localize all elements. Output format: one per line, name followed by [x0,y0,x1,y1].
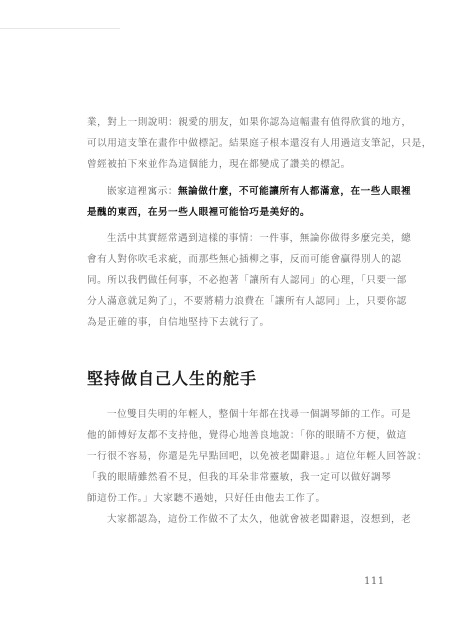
paragraph-5 [87,509,412,530]
text-line: 分人滿意就足夠了」，不要將精力浪費在「讓所有人認同」上，只要你認 [87,296,407,307]
text-line: 他的師傅好友都不支持他，覺得心地善良地說：「你的眼睛不方便，做這 [87,430,407,441]
paragraph-3 [87,228,412,333]
text-line: 「我的眼睛雖然看不見，但我的耳朵非常靈敏，我一定可以做好調琴 [87,472,392,483]
text-line: 一行很不容易，你還是先早點回吧，以免被老闆辭退。」這位年輕人回答說： [87,451,428,462]
text-line: 會有人對你吹毛求疵，而那些無心插柳之事，反而可能會贏得別人的認 [87,254,402,265]
emphasis-text: 是醜的東西，在另一些人眼裡可能恰巧是美好的。 [87,207,311,218]
paragraph-2 [87,181,412,223]
text-line: 生活中其實經常遇到這樣的事情：一件事，無論你做得多麼完美，總 [107,233,412,244]
text-line: 業，對上一則說明：親愛的朋友，如果你認為這幅畫有值得欣賞的地方， [87,117,412,128]
section-heading: 堅持做自己人生的舵手 [87,369,258,388]
emphasis-line [87,181,412,202]
text-line: 曾經被拍下來並作為這個能力，現在都變成了讚美的標記。 [87,159,351,170]
text-line: 一位雙目失明的年輕人，整個十年都在找尋一個調琴師的工作。可是 [107,409,412,420]
emphasis-lead: 嵌家這裡寓示： [107,186,179,197]
text-line: 同。所以我們做任何事，不必抱著「讓所有人認同」的心理，「只要一部 [87,275,407,286]
header-rule [0,28,120,29]
text-line: 為是正確的事，自信地堅持下去就行了。 [87,317,270,328]
paragraph-4 [87,404,428,509]
emphasis-text: 無論做什麼，不可能讓所有人都滿意，在一些人眼裡 [178,186,412,197]
text-line: 可以用這支筆在畫作中做標記。結果庭子根本還沒有人用過這支筆記，只是， [87,138,432,149]
text-line: 師這份工作。」大家聽不過她，只好任由他去工作了。 [87,493,326,504]
text-line: 大家都認為，這份工作做不了太久，他就會被老闆辭退，沒想到，老 [107,514,412,525]
paragraph-1 [87,112,432,175]
page-number: 111 [364,576,385,587]
